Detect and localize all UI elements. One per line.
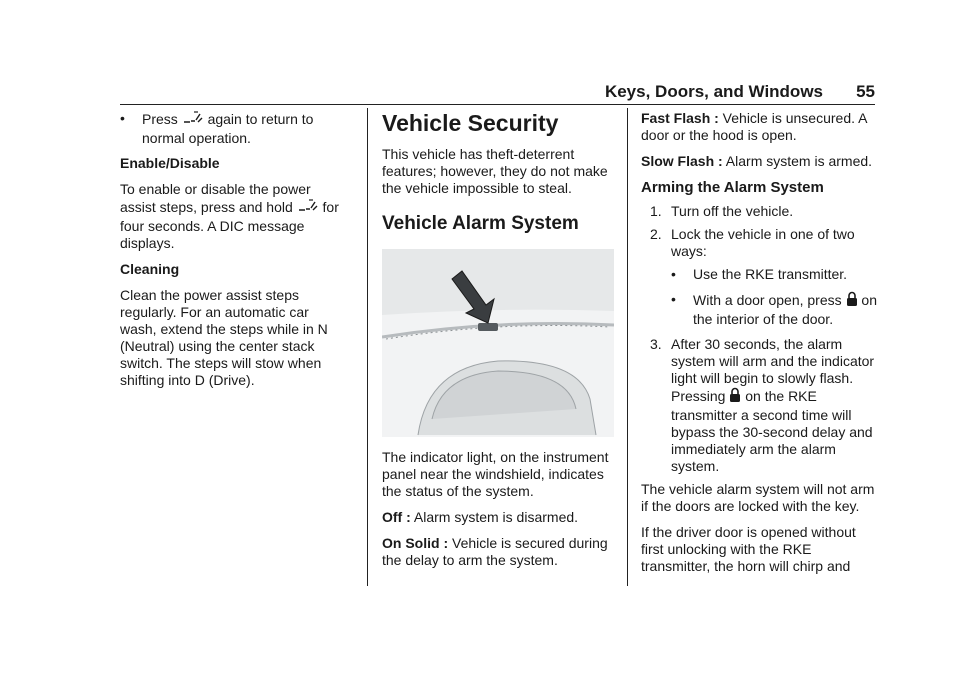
vehicle-alarm-heading: Vehicle Alarm System (382, 213, 579, 234)
step-2-option-1: • Use the RKE transmitter. (671, 266, 848, 282)
alarm-indicator-illustration (382, 249, 614, 437)
power-steps-icon (182, 110, 204, 130)
enable-disable-text: To enable or disable the power assist steps, press and hold for four seconds. A DIC message displays. (120, 181, 339, 251)
column-divider-2 (627, 108, 628, 586)
step-2: 2. Lock the vehicle in one of two ways: (650, 226, 855, 259)
column-divider-1 (367, 108, 368, 586)
driver-door-note: If the driver door is opened without first unlocking with the RKE transmitter, the horn will chirp and (641, 524, 856, 574)
step-1: 1. Turn off the vehicle. (650, 203, 794, 219)
off-status: Off : Alarm system is disarmed. (382, 509, 579, 525)
bullet-dot: • (671, 291, 676, 307)
column-2 (382, 110, 614, 578)
bullet-press: • Press again to return to normal operation. (120, 110, 314, 146)
power-steps-icon (297, 198, 319, 218)
header-rule (120, 104, 875, 105)
fast-flash-status: Fast Flash : Vehicle is unsecured. A door or the hood is open. (641, 110, 867, 143)
lock-icon (729, 387, 741, 407)
lock-icon (846, 291, 858, 311)
bullet-dot: • (120, 110, 125, 126)
page-number: 55 (856, 82, 875, 101)
step-3: 3. After 30 seconds, the alarm system will arm and the indicator light will begin to slowly flash. Pressing on the RKE transmitter a second time will bypass the 30-second delay and immediately arm the alarm system. (650, 336, 875, 474)
cleaning-text: Clean the power assist steps regularly. For an automatic car wash, extend the steps while in N (Neutral) using the center stack switch. The steps will stow when shifting into D (Drive). (120, 287, 328, 388)
column-1 (120, 110, 348, 398)
key-note: The vehicle alarm system will not arm if the doors are locked with the key. (641, 481, 875, 514)
section-title: Keys, Doors, and Windows (604, 82, 823, 101)
column-3 (641, 110, 877, 584)
step-2-option-2: • With a door open, press on the interior of the door. (671, 291, 877, 327)
indicator-text: The indicator light, on the instrument panel near the windshield, indicates the status of the system. (382, 449, 609, 499)
bullet-dot: • (671, 266, 676, 282)
vehicle-security-heading: Vehicle Security (382, 110, 559, 136)
slow-flash-status: Slow Flash : Alarm system is armed. (641, 153, 873, 169)
page-header (120, 82, 875, 102)
on-solid-status: On Solid : Vehicle is secured during the delay to arm the system. (382, 535, 608, 568)
security-intro: This vehicle has theft-deterrent features; however, they do not make the vehicle impossible to steal. (382, 146, 608, 196)
enable-disable-heading: Enable/Disable (120, 155, 220, 171)
arming-heading: Arming the Alarm System (641, 179, 824, 196)
cleaning-heading: Cleaning (120, 261, 180, 277)
